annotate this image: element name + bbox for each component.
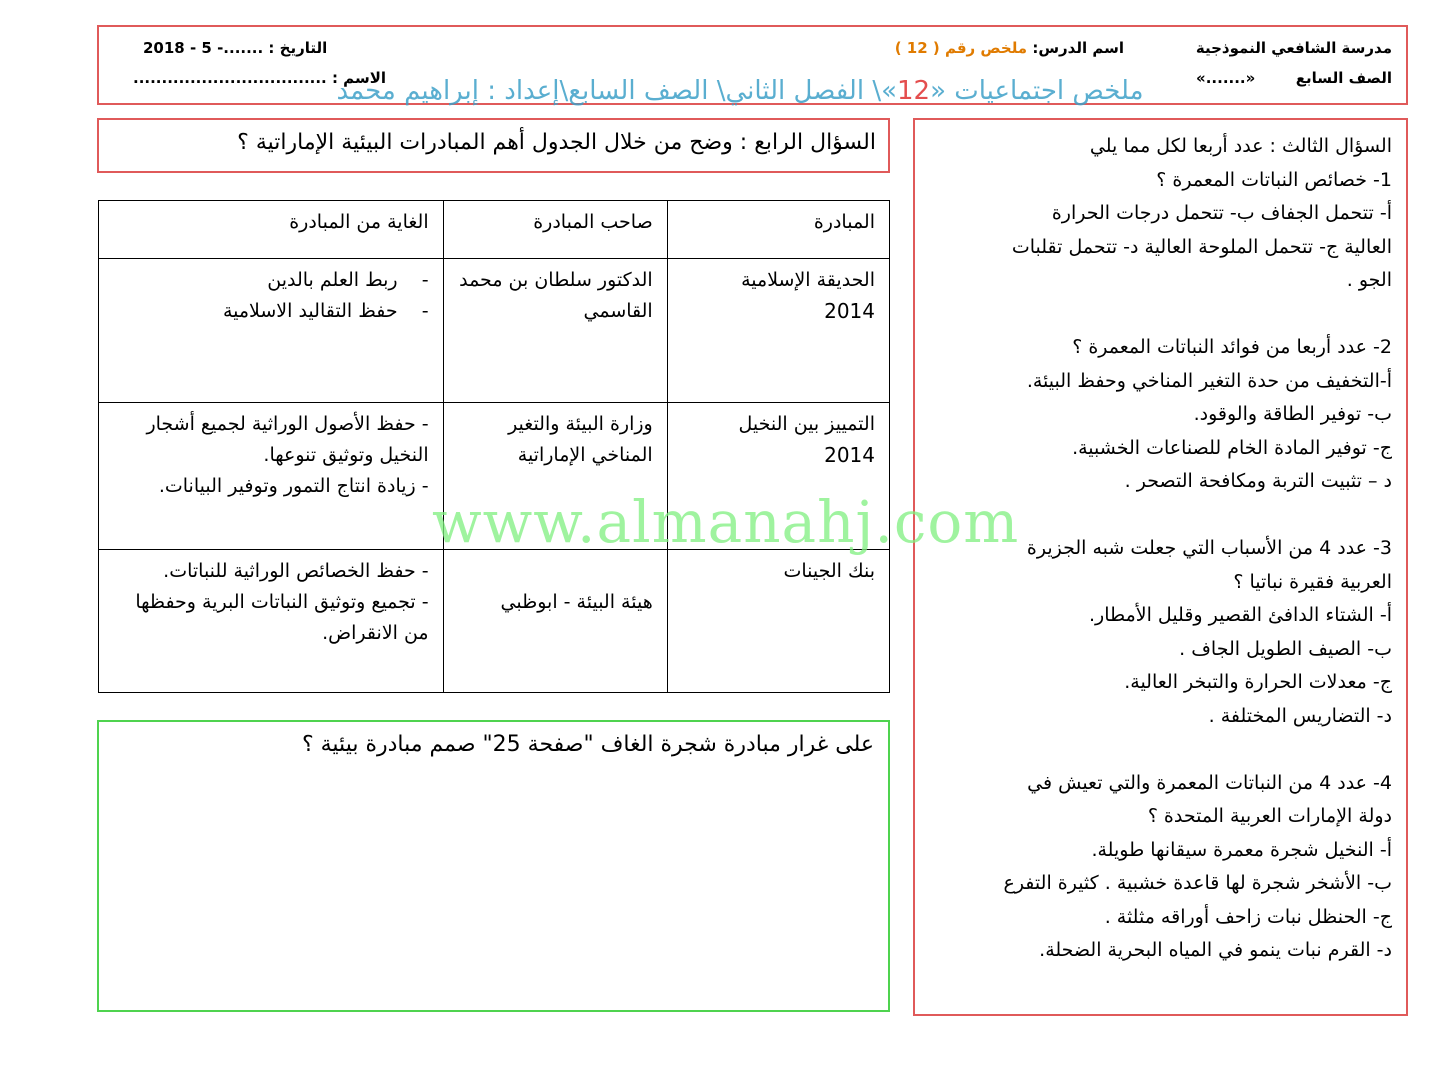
table-header-row	[99, 201, 890, 259]
q3-line: العالية ج- تتحمل الملوحة العالية د- تتحمل تقلبات	[1011, 235, 1392, 258]
question-3-title: السؤال الثالث : عدد أربعا لكل مما يلي	[1089, 135, 1392, 157]
question-3-panel	[913, 118, 1408, 1016]
q3-line: 1- خصائص النباتات المعمرة ؟	[1156, 168, 1392, 191]
goal-text: حفظ التقاليد الاسلامية	[222, 300, 398, 322]
initiative-cell	[667, 550, 889, 693]
design-prompt: على غرار مبادرة شجرة الغاف "صفحة 25" صمم مبادرة بيئية ؟	[301, 732, 874, 757]
q3-line: ج- معدلات الحرارة والتبخر العالية.	[1124, 671, 1392, 693]
owner-cell: وزارة البيئة والتغير المناخي الإماراتية	[443, 403, 667, 550]
q3-line: الجو .	[1346, 269, 1392, 291]
table-header-cell: الغاية من المبادرة	[99, 201, 444, 259]
overlay-title	[300, 76, 1180, 106]
question-4-box	[97, 118, 890, 173]
q3-line: ب- الأشخر شجرة لها قاعدة خشبية . كثيرة التفرع	[1003, 872, 1392, 894]
goal-text: - حفظ الخصائص الوراثية للنباتات.	[163, 560, 429, 582]
overlay-title-pre: ملخص اجتماعيات «	[930, 76, 1144, 106]
q3-line: 4- عدد 4 من النباتات المعمرة والتي تعيش في	[1027, 771, 1392, 794]
q3-line: أ- النخيل شجرة معمرة سيقانها طويلة.	[1091, 838, 1392, 861]
school-name: مدرسة الشافعي النموذجية	[1195, 39, 1392, 57]
owner-cell: الدكتور سلطان بن محمد القاسمي	[443, 259, 667, 403]
q3-line: دولة الإمارات العربية المتحدة ؟	[1147, 805, 1392, 827]
goals-cell	[99, 259, 444, 403]
name-field: الاسم : ..................................	[133, 69, 387, 87]
q3-line: ب- توفير الطاقة والوقود.	[1193, 403, 1392, 425]
q3-spacer	[922, 298, 1392, 332]
q3-line: د- القرم نبات ينمو في المياه البحرية الضحلة.	[1039, 939, 1392, 961]
overlay-title-number: 12	[897, 76, 931, 106]
cell-spacer	[454, 556, 653, 587]
goal-text: - تجميع وتوثيق النباتات البرية وحفظها من الانقراض.	[135, 591, 429, 644]
q3-line: ج- الحنظل نبات زاحف أوراقه مثلثة .	[1104, 905, 1392, 928]
goal-item	[109, 296, 429, 327]
goal-text: - حفظ الأصول الوراثية لجميع أشجار النخيل وتوثيق تنوعها.	[146, 413, 429, 466]
table-header-cell: صاحب المبادرة	[443, 201, 667, 259]
q3-line: 3- عدد 4 من الأسباب التي جعلت شبه الجزيرة	[1026, 537, 1392, 559]
initiative-name: الحديقة الإسلامية	[741, 269, 875, 291]
date-field: التاريخ : .......- 5 - 2018	[143, 39, 328, 57]
owner-text: هيئة البيئة - ابوظبي	[500, 591, 653, 613]
q3-line: أ- تتحمل الجفاف ب- تتحمل درجات الحرارة	[1051, 202, 1392, 224]
grade-label: الصف السابع	[1295, 69, 1392, 87]
lesson-value: ملخص رقم ( 12 )	[894, 39, 1028, 57]
q3-line: ب- الصيف الطويل الجاف .	[1179, 637, 1392, 660]
goals-cell	[99, 550, 444, 693]
q3-line: أ- الشتاء الدافئ القصير وقليل الأمطار.	[1089, 604, 1392, 626]
q3-line: 2- عدد أربعا من فوائد النباتات المعمرة ؟	[1072, 336, 1392, 358]
table-row	[99, 550, 890, 693]
q3-line: د – تثبيت التربة ومكافحة التصحر .	[1124, 470, 1392, 492]
q3-line: أ-التخفيف من حدة التغير المناخي وحفظ البيئة.	[1026, 369, 1392, 392]
initiative-year: 2014	[824, 443, 875, 467]
grade-line	[1196, 69, 1392, 87]
question-4-title: السؤال الرابع : وضح من خلال الجدول أهم المبادرات البيئية الإماراتية ؟	[237, 130, 876, 155]
initiatives-table	[98, 200, 890, 693]
lesson-line	[895, 39, 1124, 57]
table-row	[99, 259, 890, 403]
grade-value: «.......»	[1196, 69, 1256, 87]
q3-spacer	[922, 733, 1392, 767]
initiative-name: التمييز بين النخيل	[738, 413, 875, 435]
design-initiative-box	[97, 720, 890, 1012]
goal-item	[109, 265, 429, 296]
owner-cell	[443, 550, 667, 693]
initiative-year: 2014	[824, 299, 875, 323]
q3-line: ج- توفير المادة الخام للصناعات الخشبية.	[1072, 436, 1392, 459]
overlay-title-post: »\ الفصل الثاني\ الصف السابع\إعداد : إبراهيم محمد	[336, 76, 897, 106]
goal-text: ربط العلم بالدين	[267, 269, 398, 291]
lesson-label: اسم الدرس:	[1032, 39, 1124, 57]
table-header-cell: المبادرة	[667, 201, 889, 259]
site-watermark: www.almanahj.com	[432, 488, 1020, 556]
goals-cell	[99, 403, 444, 550]
initiative-cell	[667, 259, 889, 403]
goal-text: - زيادة انتاج التمور وتوفير البيانات.	[158, 475, 429, 497]
q3-line: العربية فقيرة نباتيا ؟	[1233, 570, 1392, 593]
initiative-name: بنك الجينات	[783, 560, 875, 582]
q3-line: د- التضاريس المختلفة .	[1208, 704, 1392, 727]
goals-list	[109, 265, 429, 327]
